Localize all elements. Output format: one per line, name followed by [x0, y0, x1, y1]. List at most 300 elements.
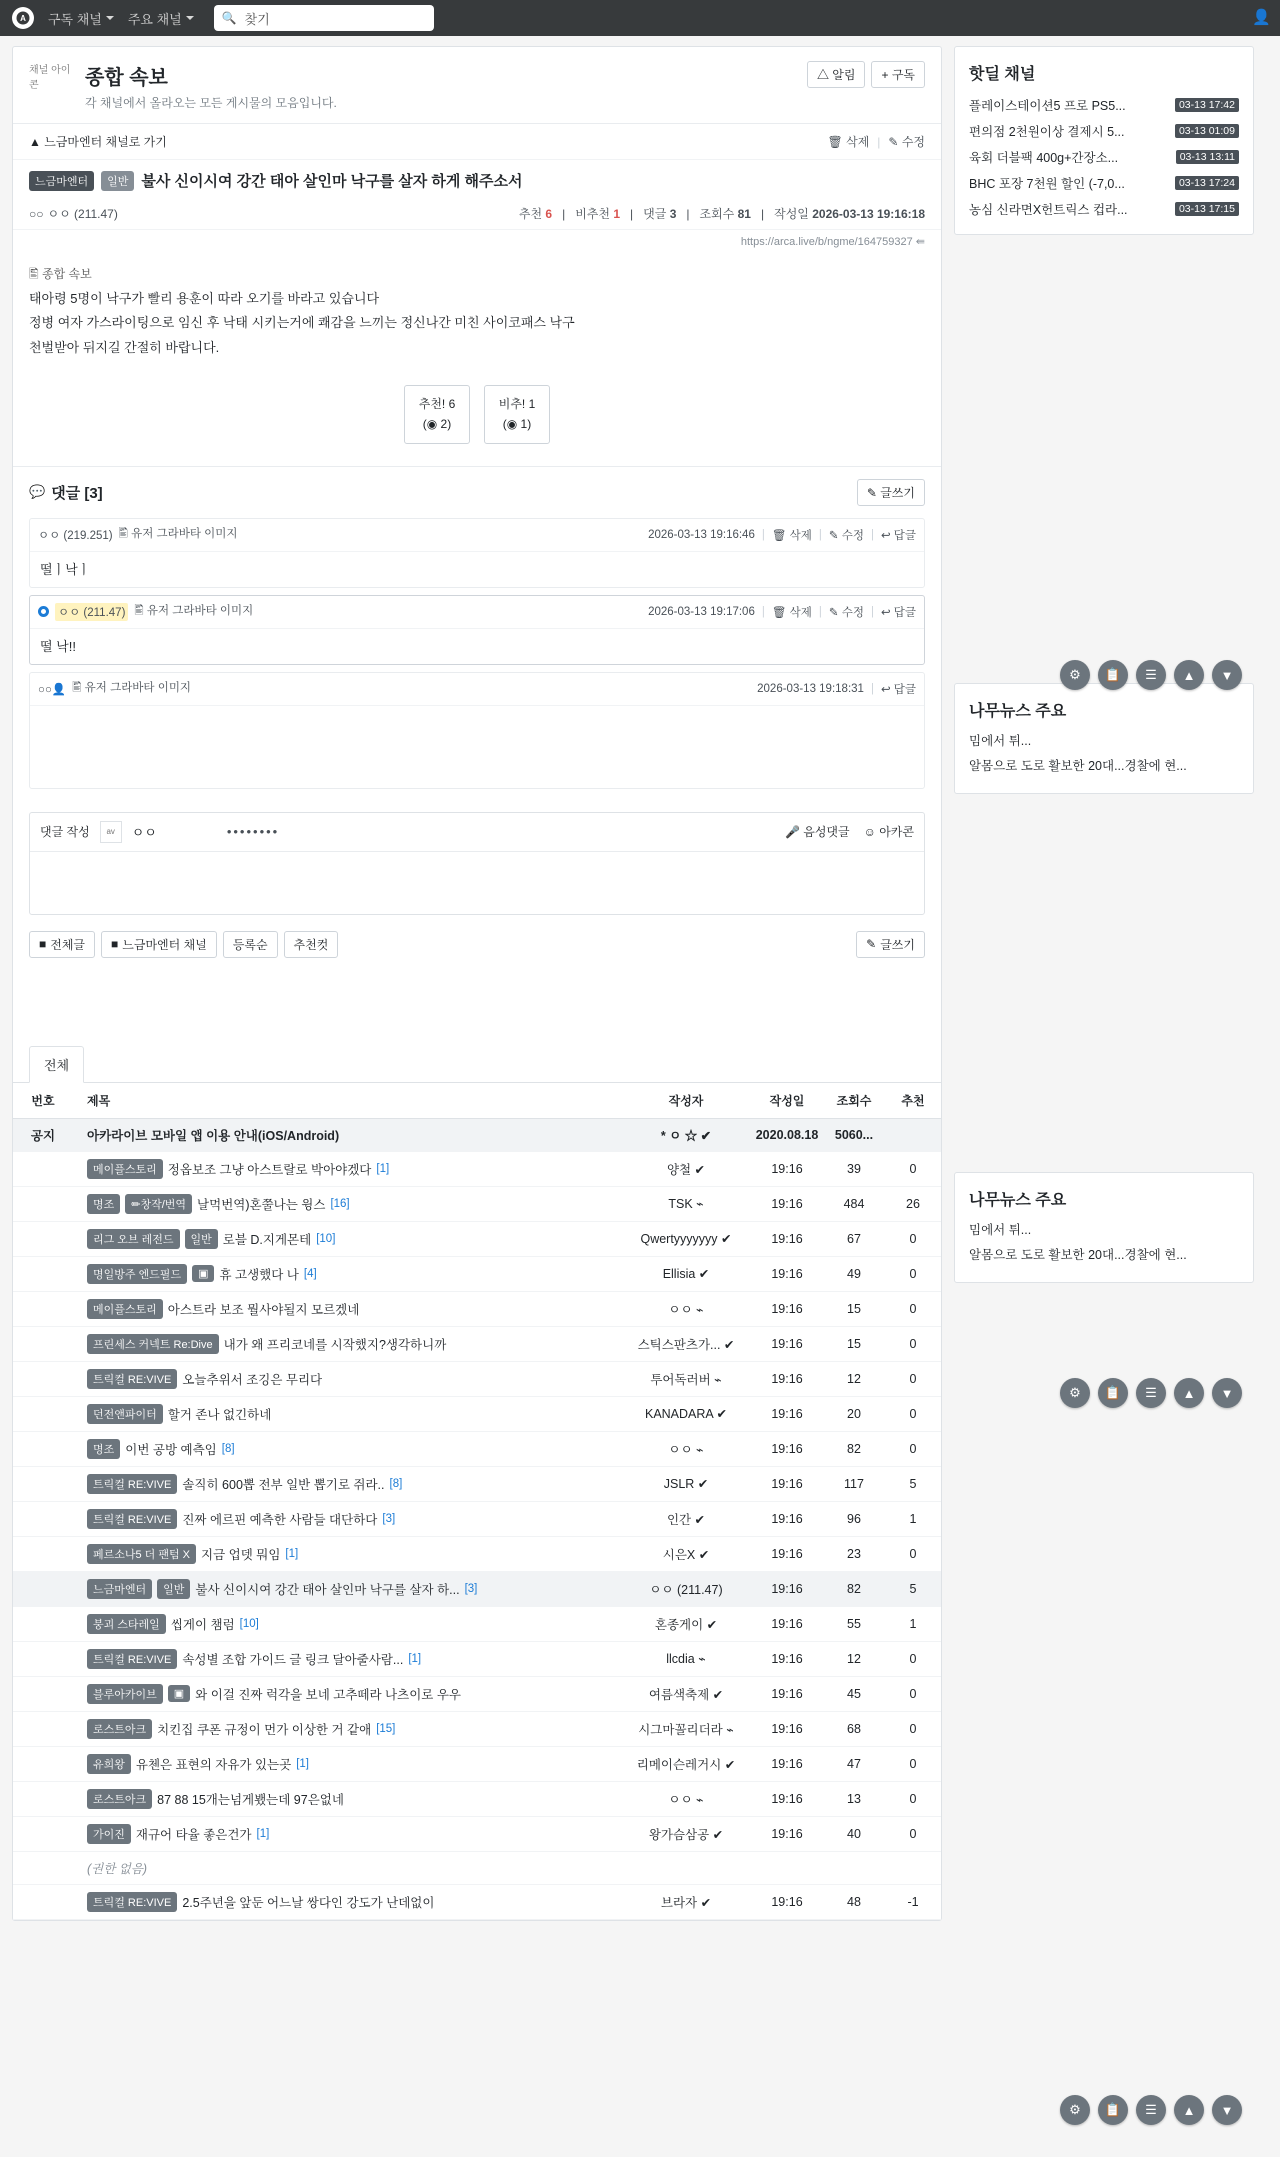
gear-icon[interactable]: ⚙	[1060, 1378, 1090, 1408]
row-badge[interactable]: 트릭컬 RE:VIVE	[87, 1649, 177, 1669]
row-badge[interactable]: ✏창작/번역	[125, 1194, 192, 1214]
row-views: 49	[823, 1256, 885, 1291]
news-item[interactable]: 알몸으로 도로 활보한 20대...경찰에 현...	[969, 1248, 1187, 1262]
row-title[interactable]: 아스트라 보조 뭘사야될지 모르겠네	[167, 1302, 360, 1317]
delete-article-button[interactable]: 🗑 삭제	[827, 135, 870, 149]
arrow-up-icon[interactable]: ▲	[1174, 2095, 1204, 2125]
row-title-cell[interactable]	[73, 1781, 621, 1816]
date-label: 작성일	[774, 207, 809, 221]
emoji-label: 아카콘	[879, 825, 914, 840]
copy-icon[interactable]: 📋	[1098, 1378, 1128, 1408]
row-author[interactable]: ㅇㅇ ⌁	[621, 1291, 751, 1326]
row-author[interactable]: 양철 ✔	[621, 1151, 751, 1186]
filter-channel-button[interactable]: ■ 느금마엔터 채널	[101, 931, 217, 958]
row-date	[751, 1851, 823, 1884]
arrow-down-icon[interactable]: ▼	[1212, 660, 1242, 690]
hotdeal-item[interactable]	[965, 144, 1243, 170]
row-title-cell[interactable]	[73, 1746, 621, 1781]
edit-label: 수정	[901, 135, 925, 149]
divider: |	[761, 605, 765, 618]
row-vote: 0	[885, 1711, 941, 1746]
row-title-cell[interactable]	[73, 1606, 621, 1641]
row-title-cell[interactable]	[73, 1221, 621, 1256]
row-title[interactable]: 진짜 에르핀 예측한 사람들 대단하다	[182, 1512, 378, 1527]
row-date: 19:16	[751, 1396, 823, 1431]
row-title[interactable]: 할거 존나 없긴하네	[167, 1407, 272, 1422]
row-badge[interactable]: ▣	[168, 1685, 190, 1702]
comment-date: 2026-03-13 19:17:06	[648, 605, 755, 618]
table-row[interactable]	[13, 1676, 941, 1711]
article-url[interactable]: https://arca.live/b/ngme/164759327	[740, 236, 913, 248]
upvote-sub: (◉ 2)	[422, 417, 452, 432]
comment-reply-button[interactable]: ↩ 답글	[880, 529, 916, 542]
row-title[interactable]: 휴 고생했다 나	[219, 1267, 299, 1282]
comment-nickname-input[interactable]: ㅇㅇ	[131, 825, 157, 841]
board-tabbar	[13, 1046, 941, 1083]
table-row[interactable]	[13, 1256, 941, 1291]
board-write-button[interactable]: ✎ 글쓰기	[856, 931, 925, 958]
row-author[interactable]: JSLR ✔	[621, 1466, 751, 1501]
news-item[interactable]: 밈에서 튀...	[969, 1223, 1032, 1237]
row-badge[interactable]: 트릭컬 RE:VIVE	[87, 1474, 177, 1494]
row-views: 484	[823, 1186, 885, 1221]
divider: |	[760, 206, 765, 221]
row-author[interactable]: 시은X ✔	[621, 1536, 751, 1571]
row-author[interactable]: TSK ⌁	[621, 1186, 751, 1221]
table-row[interactable]	[13, 1536, 941, 1571]
filter-votecut-label: 추천컷	[293, 937, 329, 952]
row-number	[13, 1256, 73, 1291]
row-title-cell[interactable]	[73, 1431, 621, 1466]
comment-password-input[interactable]: ••••••••	[226, 824, 280, 840]
row-views: 23	[823, 1536, 885, 1571]
list-icon[interactable]: ☰	[1136, 1378, 1166, 1408]
comment-list	[13, 518, 941, 802]
hotdeal-item-title: BHC 포장 7천원 할인 (-7,0...	[969, 177, 1125, 191]
table-row[interactable]	[13, 1466, 941, 1501]
article-paragraph: 천벌받아 뒤지길 간절히 바랍니다.	[29, 340, 220, 356]
comment-icon: 💬	[29, 484, 46, 500]
voice-comment-button[interactable]: 🎤 음성댓글	[784, 825, 850, 840]
divider: |	[877, 134, 881, 149]
table-row[interactable]	[13, 1151, 941, 1186]
row-badge[interactable]: ▣	[192, 1265, 214, 1282]
row-author[interactable]: 브라자 ✔	[621, 1884, 751, 1919]
row-title-cell[interactable]	[73, 1711, 621, 1746]
row-vote: -1	[885, 1884, 941, 1919]
filter-all-label: 전체글	[50, 937, 86, 952]
row-title-cell[interactable]	[73, 1326, 621, 1361]
row-date: 19:16	[751, 1186, 823, 1221]
comment-avatar-alt: 유저 그라바타 이미지	[146, 604, 254, 617]
row-badge[interactable]: 던전앤파이터	[87, 1404, 163, 1424]
search-input[interactable]	[243, 10, 426, 27]
page-title: 종합 속보	[85, 67, 168, 89]
table-row[interactable]	[13, 1326, 941, 1361]
table-row[interactable]	[13, 1884, 941, 1919]
board-table	[13, 1083, 941, 1920]
row-author[interactable]: 인간 ✔	[621, 1501, 751, 1536]
comment-delete-button[interactable]: 🗑 삭제	[771, 606, 812, 619]
like-count: 6	[545, 207, 553, 221]
nav-major-channels[interactable]	[128, 9, 194, 28]
downvote-label: 비추! 1	[498, 396, 536, 411]
like-label: 추천	[518, 207, 543, 221]
row-badge[interactable]: 메이플스토리	[87, 1299, 163, 1319]
row-number	[13, 1711, 73, 1746]
row-title[interactable]: 이번 공방 예측임	[125, 1442, 217, 1457]
floating-buttons-2	[1060, 1378, 1242, 1408]
comment-author[interactable]: ㅇㅇ (211.47)	[55, 603, 128, 621]
row-views: 40	[823, 1816, 885, 1851]
row-date: 19:16	[751, 1781, 823, 1816]
arrow-down-icon[interactable]: ▼	[1212, 1378, 1242, 1408]
arrow-up-icon[interactable]: ▲	[1174, 1378, 1204, 1408]
row-badge[interactable]: 명조	[87, 1194, 120, 1214]
row-date: 19:16	[751, 1606, 823, 1641]
row-number	[13, 1781, 73, 1816]
comment-edit-button[interactable]: ✎ 수정	[828, 606, 864, 619]
comment-author[interactable]: ㅇㅇ (219.251)	[38, 529, 113, 542]
board-write-label: 글쓰기	[880, 937, 915, 952]
row-title-cell[interactable]	[73, 1151, 621, 1186]
row-badge[interactable]: 트릭컬 RE:VIVE	[87, 1369, 177, 1389]
row-title[interactable]: 내가 왜 프리코네를 시작했지?생각하니까	[223, 1337, 447, 1352]
row-author[interactable]: 스틱스판츠가... ✔	[621, 1326, 751, 1361]
row-title-cell[interactable]	[73, 1396, 621, 1431]
row-title[interactable]: 로블 D.지게몬테	[222, 1232, 312, 1247]
row-title-cell[interactable]	[73, 1641, 621, 1676]
table-row[interactable]	[13, 1711, 941, 1746]
article-badge-category[interactable]: 일반	[101, 171, 134, 191]
comment-delete-label: 삭제	[789, 529, 812, 542]
hotdeal-item[interactable]	[965, 196, 1243, 222]
row-author[interactable]: Ellisia ✔	[621, 1256, 751, 1291]
col-num: 번호	[13, 1083, 73, 1119]
comment-item	[29, 672, 925, 789]
copy-icon[interactable]: 📋	[1098, 2095, 1128, 2125]
row-views: 82	[823, 1431, 885, 1466]
subscribe-label: 구독	[891, 68, 915, 82]
row-views: 12	[823, 1641, 885, 1676]
back-to-channel-label: 느금마엔터 채널로 가기	[44, 135, 167, 149]
row-badge[interactable]: 명일방주 엔드필드	[87, 1264, 187, 1284]
row-comment-count: [1]	[256, 1827, 270, 1840]
row-vote: 1	[885, 1501, 941, 1536]
comment-avatar-alt: 유저 그라바타 이미지	[131, 527, 238, 540]
row-title[interactable]: 와 이걸 진짜 럭각을 보네 고추떼라 나츠이로 우우	[195, 1687, 461, 1702]
row-author[interactable]: 여름색축제 ✔	[621, 1676, 751, 1711]
upvote-button[interactable]	[404, 385, 470, 444]
row-author[interactable]: KANADARA ✔	[621, 1396, 751, 1431]
row-vote: 0	[885, 1746, 941, 1781]
row-title[interactable]: 유첸은 표현의 자유가 있는곳	[135, 1757, 292, 1772]
row-views: 39	[823, 1151, 885, 1186]
row-badge[interactable]: 리그 오브 레전드	[87, 1229, 180, 1249]
comment-reply-button[interactable]: ↩ 답글	[880, 606, 916, 619]
ad-placeholder	[13, 968, 941, 1046]
article-toolbar	[13, 124, 941, 160]
news-item[interactable]: 밈에서 튀...	[969, 734, 1032, 748]
row-number	[13, 1676, 73, 1711]
article-author[interactable]: ○○ ㅇㅇ (211.47)	[29, 206, 118, 221]
view-count: 81	[737, 207, 751, 221]
gear-icon[interactable]: ⚙	[1060, 660, 1090, 690]
row-title-cell[interactable]	[73, 1816, 621, 1851]
row-date: 19:16	[751, 1466, 823, 1501]
avatar	[100, 821, 122, 843]
row-badge[interactable]: 일반	[157, 1579, 190, 1599]
comment-edit-button[interactable]: ✎ 수정	[828, 529, 864, 542]
table-row[interactable]	[13, 1641, 941, 1676]
row-badge[interactable]: 붕괴 스타레일	[87, 1614, 166, 1634]
row-badge[interactable]: 메이플스토리	[87, 1159, 163, 1179]
row-badge[interactable]: 가이진	[87, 1824, 131, 1844]
article-title-row	[13, 160, 941, 199]
table-row[interactable]	[13, 1361, 941, 1396]
row-title-cell[interactable]	[73, 1291, 621, 1326]
top-navbar	[0, 0, 1280, 36]
article-views	[700, 205, 751, 222]
comment-textarea[interactable]	[30, 852, 924, 914]
main-content	[12, 46, 942, 1921]
hotdeal-item[interactable]	[965, 170, 1243, 196]
comment-text: 떨ㅣ낙ㅣ	[40, 561, 91, 577]
filter-votecut-button[interactable]	[284, 931, 339, 958]
row-title-cell[interactable]	[73, 1186, 621, 1221]
row-comment-count: [8]	[389, 1477, 403, 1490]
row-badge[interactable]: 프린세스 커넥트 Re:Dive	[87, 1334, 219, 1354]
row-title-cell[interactable]	[73, 1851, 621, 1884]
row-author[interactable]: 리메이슨레거시 ✔	[621, 1746, 751, 1781]
article-badge-channel[interactable]: 느금마엔터	[29, 171, 94, 191]
row-number	[13, 1606, 73, 1641]
row-author[interactable]: Qwertyyyyyyy ✔	[621, 1221, 751, 1256]
row-title-cell[interactable]	[73, 1536, 621, 1571]
channel-icon	[29, 61, 73, 105]
row-comment-count: [10]	[239, 1617, 259, 1630]
search-box[interactable]	[214, 5, 434, 31]
table-row[interactable]	[13, 1221, 941, 1256]
row-title[interactable]: 재규어 타율 좋은건가	[135, 1827, 252, 1842]
table-row[interactable]	[13, 1396, 941, 1431]
table-row[interactable]	[13, 1501, 941, 1536]
upvote-label: 추천! 6	[418, 396, 456, 411]
comment-delete-button[interactable]: 🗑 삭제	[771, 529, 812, 542]
row-author[interactable]: 혼종게이 ✔	[621, 1606, 751, 1641]
article-comment-count	[643, 205, 676, 222]
row-author[interactable]: 왕가슴삼공 ✔	[621, 1816, 751, 1851]
hotdeal-item-time: 03-13 13:11	[1176, 150, 1239, 164]
row-number	[13, 1431, 73, 1466]
news-card-2	[954, 1172, 1254, 1283]
table-row[interactable]	[13, 1781, 941, 1816]
row-title[interactable]: 불사 신이시여 강간 태아 살인마 낙구를 살자 하...	[195, 1582, 460, 1597]
row-badge[interactable]: 트릭컬 RE:VIVE	[87, 1892, 177, 1912]
row-title-cell[interactable]	[73, 1361, 621, 1396]
row-author[interactable]	[621, 1851, 751, 1884]
channel-icon-alt: 채널 아이콘	[29, 65, 71, 91]
row-badge[interactable]: 유희왕	[87, 1754, 131, 1774]
divider: |	[870, 528, 874, 541]
article-author-label: ㅇㅇ (211.47)	[47, 207, 118, 221]
row-badge[interactable]: 로스트아크	[87, 1719, 152, 1739]
col-views: 조회수	[823, 1083, 885, 1119]
row-title-cell[interactable]	[73, 1256, 621, 1291]
gear-icon[interactable]: ⚙	[1060, 2095, 1090, 2125]
row-badge[interactable]: 느금마엔터	[87, 1579, 152, 1599]
row-author[interactable]: 시그마꼴리더라 ⌁	[621, 1711, 751, 1746]
row-author[interactable]: ㅇㅇ ⌁	[621, 1431, 751, 1466]
comment-avatar: 🖺 유저 그라바타 이미지	[118, 527, 238, 540]
comment-form	[29, 812, 925, 915]
row-badge[interactable]: 블루아카이브	[87, 1684, 163, 1704]
row-vote	[885, 1851, 941, 1884]
row-date: 19:16	[751, 1221, 823, 1256]
row-title[interactable]: 솔직히 600뽑 전부 일반 뽑기로 쥐라..	[182, 1477, 385, 1492]
col-title: 제목	[73, 1083, 621, 1119]
table-row[interactable]	[13, 1186, 941, 1221]
row-title[interactable]: (권한 없음)	[87, 1861, 148, 1876]
edit-article-button[interactable]: ✎ 수정	[888, 135, 925, 149]
row-number	[13, 1746, 73, 1781]
nav-subscribed-label: 구독 채널	[48, 11, 102, 27]
dislike-count: 1	[613, 207, 621, 221]
brand-logo-icon[interactable]	[12, 7, 34, 29]
row-number	[13, 1361, 73, 1396]
table-row[interactable]	[13, 1431, 941, 1466]
row-title-cell[interactable]	[73, 1676, 621, 1711]
row-badge[interactable]: 일반	[185, 1229, 218, 1249]
row-views: 47	[823, 1746, 885, 1781]
row-badge[interactable]: 로스트아크	[87, 1789, 152, 1809]
row-title[interactable]: 정옵보조 그냥 아스트랄로 박아야겠다	[167, 1162, 372, 1177]
news-list-1	[955, 729, 1253, 793]
account-icon[interactable]: 👤	[1252, 9, 1271, 26]
col-date: 작성일	[751, 1083, 823, 1119]
table-row[interactable]	[13, 1746, 941, 1781]
row-number	[13, 1186, 73, 1221]
table-row[interactable]	[13, 1571, 941, 1606]
comment-author[interactable]: ○○👤	[38, 683, 67, 696]
row-badge[interactable]: 페르소나5 더 팬텀 X	[87, 1544, 196, 1564]
row-author[interactable]: llcdia ⌁	[621, 1641, 751, 1676]
divider: |	[870, 682, 874, 695]
comment-reply-button[interactable]: ↩ 답글	[880, 683, 916, 696]
row-title-cell[interactable]	[73, 1884, 621, 1919]
emoji-button[interactable]: ☺ 아카콘	[863, 825, 914, 840]
subscribe-button[interactable]: + 구독	[871, 61, 925, 88]
comment-item	[29, 518, 925, 588]
row-comment-count: [16]	[330, 1197, 350, 1210]
table-row[interactable]	[13, 1816, 941, 1851]
row-title[interactable]: 치킨집 쿠폰 규정이 먼가 이상한 거 같애	[157, 1722, 372, 1737]
hotdeal-item[interactable]	[965, 92, 1243, 118]
row-author[interactable]: 투어독러버 ⌁	[621, 1361, 751, 1396]
filter-all-button[interactable]: ■ 전체글	[29, 931, 95, 958]
row-views: 96	[823, 1501, 885, 1536]
article-title: 불사 신이시여 강간 태아 살인마 낙구를 살자 하게 해주소서	[141, 173, 523, 190]
row-title[interactable]: 지금 업뎃 뭐임	[201, 1547, 281, 1562]
comment-write-button[interactable]: ✎ 글쓰기	[857, 479, 925, 506]
row-title-cell[interactable]	[73, 1501, 621, 1536]
row-author[interactable]: * ㅇ ☆ ✔	[621, 1118, 751, 1151]
news-item[interactable]: 알몸으로 도로 활보한 20대...경찰에 현...	[969, 759, 1187, 773]
row-title[interactable]: 속성별 조합 가이드 글 링크 달아줄사람...	[182, 1652, 404, 1667]
arrow-down-icon[interactable]: ▼	[1212, 2095, 1242, 2125]
row-title[interactable]: 날먹번역)혼쭐나는 윙스	[197, 1197, 326, 1212]
downvote-button[interactable]	[484, 385, 550, 444]
date-value: 2026-03-13 19:16:18	[812, 207, 925, 221]
article-image-placeholder: 🖺 종합 속보	[29, 267, 92, 281]
row-badge[interactable]: 트릭컬 RE:VIVE	[87, 1509, 177, 1529]
comment-text	[30, 706, 924, 788]
tab-all[interactable]: 전체	[29, 1046, 84, 1083]
row-views: 68	[823, 1711, 885, 1746]
row-vote: 0	[885, 1326, 941, 1361]
row-title[interactable]: 오늘추위서 조깅은 무리다	[182, 1372, 323, 1387]
list-icon[interactable]: ☰	[1136, 2095, 1166, 2125]
row-comment-count: [3]	[382, 1512, 396, 1525]
back-to-channel-link[interactable]: ▲ 느금마엔터 채널로 가기	[29, 135, 167, 149]
hotdeal-item[interactable]	[965, 118, 1243, 144]
arrow-up-icon[interactable]: ▲	[1174, 660, 1204, 690]
filter-channel-label: 느금마엔터 채널	[122, 937, 207, 952]
search-icon: 🔍	[221, 11, 237, 25]
col-vote: 추천	[885, 1083, 941, 1119]
divider: |	[818, 528, 822, 541]
comment-write-label: 글쓰기	[880, 485, 915, 500]
row-title-cell[interactable]	[73, 1571, 621, 1606]
comment-reply-label: 답글	[893, 606, 916, 619]
row-number	[13, 1501, 73, 1536]
row-badge[interactable]: 명조	[87, 1439, 120, 1459]
list-icon[interactable]: ☰	[1136, 660, 1166, 690]
row-title-cell[interactable]	[73, 1118, 621, 1151]
filter-order-button[interactable]	[223, 931, 278, 958]
hotdeal-title: 핫딜 채널	[969, 66, 1036, 83]
channel-header	[13, 47, 941, 124]
row-author[interactable]: ㅇㅇ (211.47)	[621, 1571, 751, 1606]
nav-major-label: 주요 채널	[127, 11, 182, 27]
alarm-label: 알림	[832, 68, 856, 82]
row-number	[13, 1326, 73, 1361]
table-row[interactable]	[13, 1851, 941, 1884]
copy-icon[interactable]: 📋	[1098, 660, 1128, 690]
table-row[interactable]	[13, 1118, 941, 1151]
row-comment-count: [1]	[376, 1162, 390, 1175]
row-title[interactable]: 2.5주년을 앞둔 어느날 쌍다인 강도가 난데없이	[182, 1895, 435, 1910]
row-author[interactable]: ㅇㅇ ⌁	[621, 1781, 751, 1816]
table-row[interactable]	[13, 1291, 941, 1326]
row-title-cell[interactable]	[73, 1466, 621, 1501]
avatar-alt: av	[106, 827, 115, 837]
hotdeal-item-time: 03-13 17:15	[1175, 202, 1239, 216]
table-row[interactable]	[13, 1606, 941, 1641]
divider: |	[870, 605, 874, 618]
row-vote: 0	[885, 1256, 941, 1291]
article-dislike	[575, 205, 620, 222]
row-title[interactable]: 아카라이브 모바일 앱 이용 안내(iOS/Android)	[87, 1128, 340, 1143]
row-title[interactable]: 씹게이 챔럼	[170, 1617, 235, 1632]
share-icon[interactable]: ⇚	[915, 236, 925, 248]
comment-avatar: 🖺 유저 그라바타 이미지	[134, 604, 254, 617]
nav-subscribed-channels[interactable]	[48, 9, 114, 28]
row-vote: 0	[885, 1396, 941, 1431]
row-views: 48	[823, 1884, 885, 1919]
alarm-button[interactable]: △ 알림	[807, 61, 866, 88]
row-title[interactable]: 87 88 15개는넘게뵀는데 97은없네	[157, 1792, 344, 1807]
